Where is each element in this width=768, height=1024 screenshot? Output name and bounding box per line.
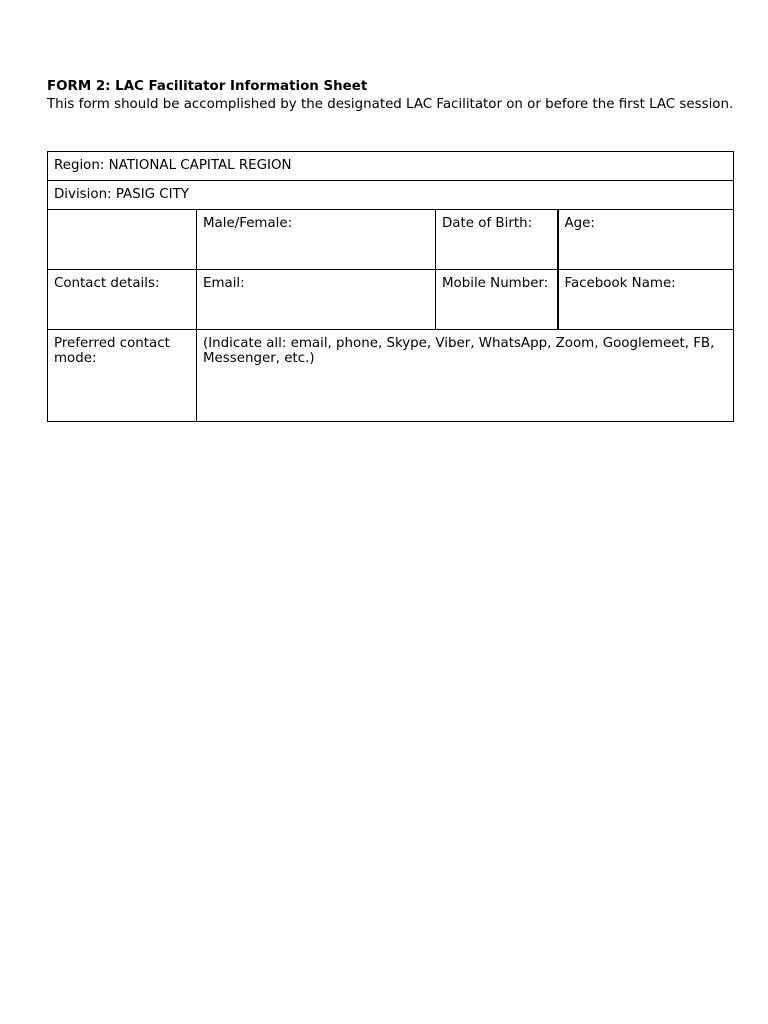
- division-cell: Division: PASIG CITY: [48, 181, 734, 210]
- contact-label-cell: Contact details:: [48, 270, 197, 330]
- birth-date-cell: Date of Birth:: [436, 210, 558, 270]
- age-cell: Age:: [558, 210, 734, 270]
- form-heading: [47, 78, 737, 114]
- form-title: FORM 2: LAC Facilitator Information Sheet: [47, 79, 368, 94]
- mobile-cell: Mobile Number:: [436, 270, 558, 330]
- division-row: [48, 181, 734, 210]
- facebook-cell: Facebook Name:: [558, 270, 734, 330]
- sex-cell: Male/Female:: [197, 210, 436, 270]
- facilitator-info-table: [47, 151, 734, 422]
- personal-row: [48, 210, 734, 270]
- email-cell: Email:: [197, 270, 436, 330]
- region-cell: Region: NATIONAL CAPITAL REGION: [48, 152, 734, 181]
- name-cell: [48, 210, 197, 270]
- preferred-instructions-cell: (Indicate all: email, phone, Skype, Viber, WhatsApp, Zoom, Googlemeet, FB, Messenger, etc.): [197, 330, 734, 422]
- form-intro: This form should be accomplished by the designated LAC Facilitator on or before the first LAC session.: [47, 97, 734, 112]
- contact-row: [48, 270, 734, 330]
- preferred-contact-row: [48, 330, 734, 422]
- region-row: [48, 152, 734, 181]
- preferred-label-cell: Preferred contact mode:: [48, 330, 197, 422]
